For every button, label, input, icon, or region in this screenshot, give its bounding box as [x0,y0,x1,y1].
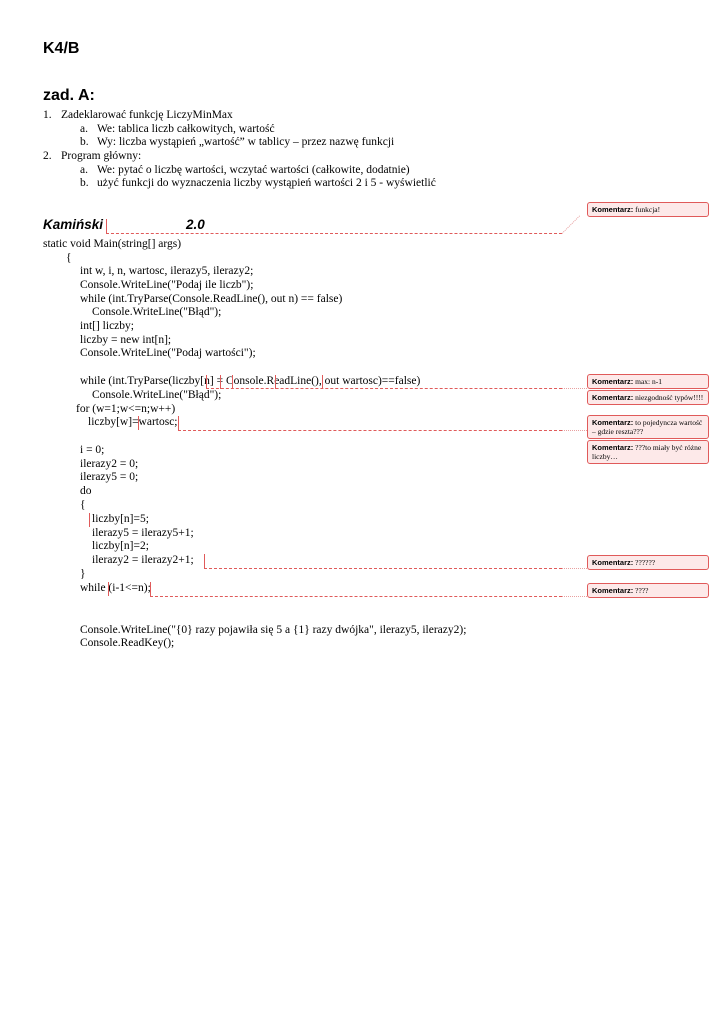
comment-label: Komentarz: [592,558,634,567]
comment-text: ?????? [635,558,656,567]
comment-connector [562,430,587,431]
task-item-2a-letter: a. [80,164,88,176]
comment-anchor-mark [178,416,179,430]
comment-anchor-mark [206,375,207,389]
comment-anchor-mark [89,513,90,527]
code-line: } [80,568,86,580]
comment-connector [562,596,587,597]
task-item-1a: We: tablica liczb całkowitych, wartość [97,123,275,135]
comment-label: Komentarz: [592,377,634,386]
comment-link-line [106,233,562,234]
comment-anchor-mark [138,416,139,430]
comment-text: funkcja! [635,205,661,214]
comment-connector [562,388,587,389]
code-line: while (i-1<=n); [80,582,151,594]
comment-anchor-mark [275,375,276,389]
comment-anchor-mark [232,375,233,389]
review-comment[interactable] [587,415,709,439]
comment-text: ???to miały być różne liczby… [592,443,702,461]
code-line: { [80,499,86,511]
code-line: liczby[w]=wartosc; [88,416,178,428]
code-line: Console.WriteLine("Podaj ile liczb"); [80,279,254,291]
task-item-1a-letter: a. [80,123,88,135]
comment-link-line [178,430,562,431]
comment-anchor-mark [150,582,151,596]
comment-label: Komentarz: [592,205,634,214]
task-item-1-number: 1. [43,109,52,121]
comment-anchor-mark [220,375,221,389]
code-line: static void Main(string[] args) [43,238,182,250]
review-comment[interactable] [587,555,709,570]
student-name: Kamiński [43,217,104,232]
code-line: int w, i, n, wartosc, ilerazy5, ilerazy2; [80,265,254,277]
code-line: while (int.TryParse(Console.ReadLine(), out n) == false) [80,293,343,305]
task-item-2a: We: pytać o liczbę wartości, wczytać wartości (całkowite, dodatnie) [97,164,410,176]
task-item-1: Zadeklarować funkcję LiczyMinMax [61,109,233,121]
task-item-2b: użyć funkcji do wyznaczenia liczby wystąpień wartości 2 i 5 - wyświetlić [97,177,436,189]
code-line: Console.WriteLine("{0} razy pojawiła się 5 a {1} razy dwójka", ilerazy5, ilerazy2); [80,624,467,636]
comment-label: Komentarz: [592,443,634,452]
code-line: int[] liczby; [80,320,134,332]
comment-text: max: n-1 [635,377,663,386]
comment-connector [562,568,587,569]
comment-link-line [206,388,562,389]
code-line: while (int.TryParse(liczby[n] = Console.ReadLine(), out wartosc)==false) [80,375,421,387]
comment-anchor-mark [108,582,109,596]
comment-label: Komentarz: [592,393,634,402]
comment-text: ???? [635,586,649,595]
task-item-2: Program główny: [61,150,142,162]
review-comment[interactable] [587,583,709,598]
comment-text: to pojedyncza wartość – gdzie reszta??? [592,418,703,436]
review-comment[interactable] [587,374,709,389]
task-heading: zad. A: [43,87,95,104]
code-line: Console.ReadKey(); [80,637,175,649]
code-line: { [66,252,72,264]
code-line: ilerazy2 = ilerazy2+1; [92,554,194,566]
comment-link-line [150,596,562,597]
code-line: Console.WriteLine("Błąd"); [92,306,222,318]
comment-anchor-mark [322,375,323,389]
code-line: ilerazy5 = 0; [80,471,139,483]
code-line: ilerazy2 = 0; [80,458,139,470]
comment-anchor-mark [204,554,205,568]
comment-anchor-mark [106,219,107,233]
comment-label: Komentarz: [592,418,634,427]
review-comment[interactable] [587,390,709,405]
code-line: for (w=1;w<=n;w++) [76,403,176,415]
comment-label: Komentarz: [592,586,634,595]
code-line: liczby = new int[n]; [80,334,172,346]
code-line: Console.WriteLine("Błąd"); [92,389,222,401]
code-line: do [80,485,92,497]
code-line: liczby[n]=2; [92,540,149,552]
comment-text: niezgodność typów!!!! [635,393,704,402]
comment-connector [562,215,580,233]
code-line: i = 0; [80,444,105,456]
task-item-2-number: 2. [43,150,52,162]
grade: 2.0 [186,217,205,232]
document-title: K4/B [43,40,80,57]
review-comment[interactable] [587,440,709,464]
code-line: liczby[n]=5; [92,513,149,525]
task-item-1b-letter: b. [80,136,89,148]
code-line: ilerazy5 = ilerazy5+1; [92,527,194,539]
task-item-1b: Wy: liczba wystąpień „wartość” w tablicy – przez nazwę funkcji [97,136,395,148]
review-comment[interactable] [587,202,709,217]
comment-link-line [204,568,562,569]
code-line: Console.WriteLine("Podaj wartości"); [80,347,256,359]
task-item-2b-letter: b. [80,177,89,189]
